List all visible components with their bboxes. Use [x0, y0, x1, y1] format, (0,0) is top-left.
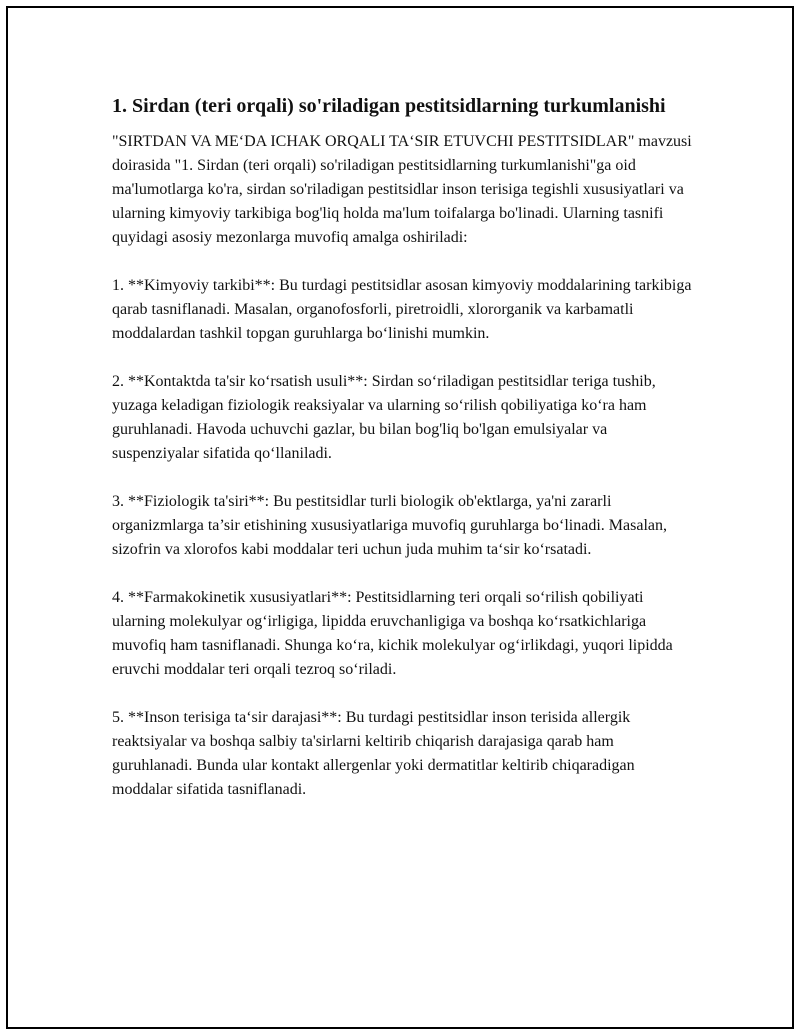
list-item: 2. **Kontaktda ta'sir ko‘rsatish usuli**: Sirdan so‘riladigan pestitsidlar teriga tushib, yuzaga keladigan fiziologik reaksiyalar va ularning so‘rilish qobiliyatiga ko‘ra ham guruhlanadi. Havoda uchuvchi gazlar, bu bilan bog'liq bo'lgan emulsiyalar va suspenziyalar sifatida qo‘llaniladi.: [112, 373, 656, 462]
document-title: 1. Sirdan (teri orqali) so'riladigan pestitsidlarning turkumlanishi: [112, 95, 666, 117]
list-item: 4. **Farmakokinetik xususiyatlari**: Pestitsidlarning teri orqali so‘rilish qobiliyati ularning molekulyar og‘irligiga, lipidda eruvchanligiga va boshqa ko‘rsatkichlariga muvofiq ham tasniflanadi. Shunga ko‘ra, kichik molekulyar og‘irlikdagi, yuqori lipidda eruvchi moddalar teri orqali tezroq so‘riladi.: [112, 589, 673, 678]
intro-paragraph: "SIRTDAN VA ME‘DA ICHAK ORQALI TA‘SIR ETUVCHI PESTITSIDLAR" mavzusi doirasida "1. Sirdan (teri orqali) so'riladigan pestitsidlarning turkumlanishi"ga oid ma'lumotlarga ko'ra, sirdan so'riladigan pestitsidlar inson terisiga tegishli xususiyatlari va ularning kimyoviy tarkibiga bog'liq holda ma'lum toifalarga bo'linadi. Ularning tasnifi quyidagi asosiy mezonlarga muvofiq amalga oshiriladi:: [112, 133, 692, 246]
list-item: 1. **Kimyoviy tarkibi**: Bu turdagi pestitsidlar asosan kimyoviy moddalarining tarkibiga qarab tasniflanadi. Masalan, organofosforli, piretroidli, xlororganik va karbamatli moddalardan tashkil topgan guruhlarga bo‘linishi mumkin.: [112, 277, 692, 342]
list-item: 3. **Fiziologik ta'siri**: Bu pestitsidlar turli biologik ob'ektlarga, ya'ni zararli organizmlarga ta’sir etishining xususiyatlariga muvofiq guruhlarga bo‘linadi. Masalan, sizofrin va xlorofos kabi moddalar teri uchun juda muhim ta‘sir ko‘rsatadi.: [112, 493, 667, 558]
document-body: [112, 92, 692, 826]
list-item: 5. **Inson terisiga ta‘sir darajasi**: Bu turdagi pestitsidlar inson terisida allergik reaktsiyalar va boshqa salbiy ta'sirlarni keltirib chiqarish darajasiga qarab ham guruhlanadi. Bunda ular kontakt allergenlar yoki dermatitlar keltirib chiqaradigan moddalar sifatida tasniflanadi.: [112, 709, 635, 798]
